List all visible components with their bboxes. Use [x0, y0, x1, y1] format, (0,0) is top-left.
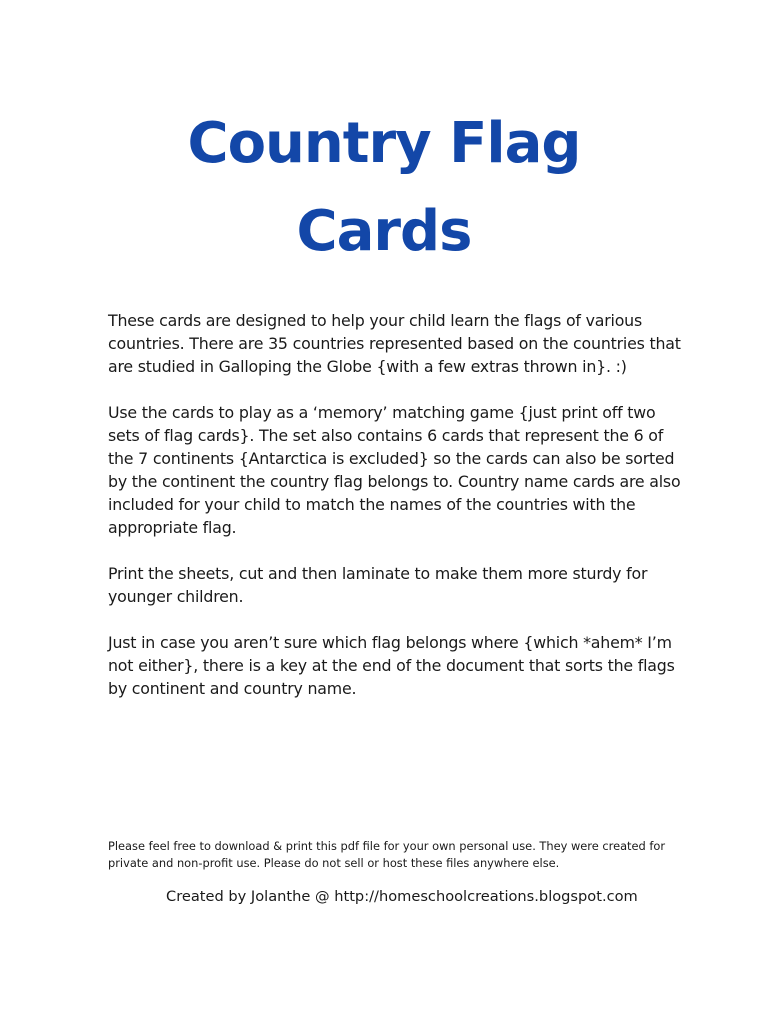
paragraph-key-note: Just in case you aren’t sure which flag belongs where {which *ahem* I’m not either}, there is a key at the end of the document that sorts the flags by continent and country name. [108, 633, 675, 698]
usage-note: Please feel free to download & print this pdf file for your own personal use. They were created for private and non-profit use. Please do not sell or host these files anywhere else. [108, 839, 666, 870]
paragraph-print-instructions: Print the sheets, cut and then laminate to make them more sturdy for younger children. [108, 564, 648, 606]
page-title [0, 100, 768, 276]
paragraph-memory-game: Use the cards to play as a ‘memory’ matching game {just print off two sets of flag cards}. The set also contains 6 cards that represent the 6 of the 7 continents {Antarctica is excluded} so the cards can also be sorted by the continent the country flag belongs to. Country name cards are also included for your child to match the names of the countries with the appropriate flag. [108, 403, 681, 537]
title-line-2: Cards [296, 199, 472, 264]
creator-credit: Created by Jolanthe @ http://homeschoolcreations.blogspot.com [166, 888, 638, 905]
title-line-1: Country Flag [187, 111, 581, 176]
body-text [108, 309, 683, 723]
paragraph-intro: These cards are designed to help your child learn the flags of various countries. There are 35 countries represented based on the countries that are studied in Galloping the Globe {with a few extras thrown in}. :) [108, 311, 681, 376]
